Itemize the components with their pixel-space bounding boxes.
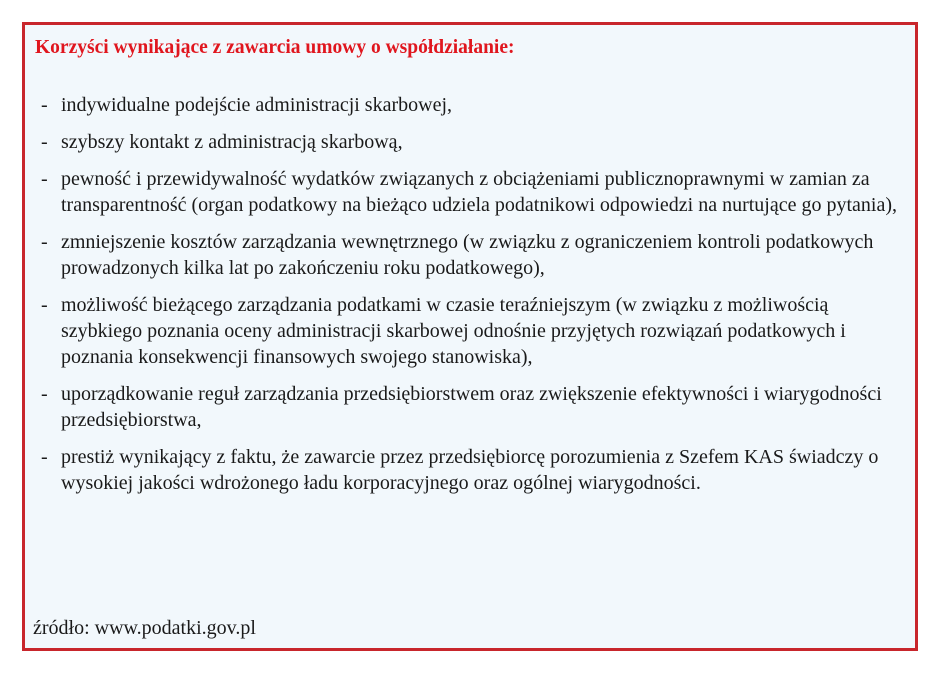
list-item-text: zmniejszenie kosztów zarządzania wewnętrznego (w związku z ograniczeniem kontroli podatkowych prowadzonych kilka lat po zakończeniu roku podatkowego),: [61, 231, 874, 279]
source-note: źródło: www.podatki.gov.pl: [33, 617, 256, 639]
list-item: [35, 381, 905, 433]
bullet-dash: -: [41, 446, 48, 468]
list-item-text: uporządkowanie reguł zarządzania przedsiębiorstwem oraz zwiększenie efektywności i wiarygodności przedsiębiorstwa,: [61, 383, 882, 431]
benefits-title: Korzyści wynikające z zawarcia umowy o współdziałanie:: [35, 37, 515, 58]
benefits-box: [22, 22, 918, 651]
bullet-dash: -: [41, 131, 48, 153]
benefits-list: [35, 92, 905, 507]
bullet-dash: -: [41, 294, 48, 316]
list-item: [35, 166, 905, 218]
list-item: [35, 444, 905, 496]
bullet-dash: -: [41, 231, 48, 253]
bullet-dash: -: [41, 383, 48, 405]
bullet-dash: -: [41, 168, 48, 190]
list-item-text: możliwość bieżącego zarządzania podatkami w czasie teraźniejszym (w związku z możliwością szybkiego poznania oceny administracji skarbowej odnośnie przyjętych rozwiązań podatkowych i poznania konsekwencji finansowych swojego stanowiska),: [61, 294, 846, 368]
list-item-text: indywidualne podejście administracji skarbowej,: [61, 94, 453, 116]
list-item: [35, 129, 905, 155]
list-item-text: szybszy kontakt z administracją skarbową,: [61, 131, 403, 153]
list-item: [35, 229, 905, 281]
list-item: [35, 292, 905, 370]
list-item: [35, 92, 905, 118]
list-item-text: pewność i przewidywalność wydatków związanych z obciążeniami publicznoprawnymi w zamian za transparentność (organ podatkowy na bieżąco udziela podatnikowi odpowiedzi na nurtujące go pytania),: [61, 168, 898, 216]
bullet-dash: -: [41, 94, 48, 116]
list-item-text: prestiż wynikający z faktu, że zawarcie przez przedsiębiorcę porozumienia z Szefem KAS świadczy o wysokiej jakości wdrożonego ładu korporacyjnego oraz ogólnej wiarygodności.: [61, 446, 879, 494]
